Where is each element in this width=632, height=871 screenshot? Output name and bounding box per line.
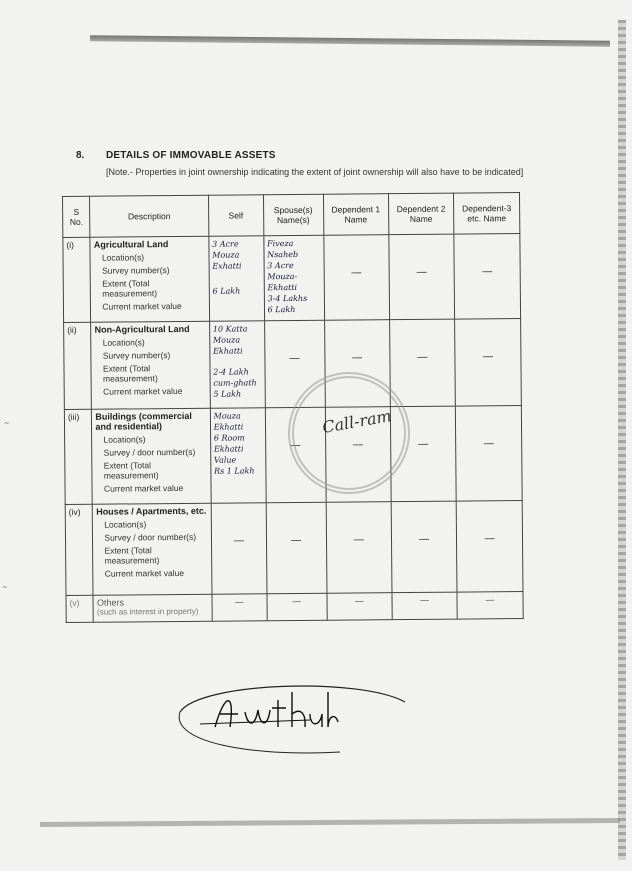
empty-dash: — [234, 596, 244, 607]
row-title: Houses / Apartments, etc. [96, 505, 207, 517]
dependent-3-entry [457, 591, 523, 619]
field-label: Current market value [102, 300, 182, 312]
header-dependent-2: Dependent 2 Name [388, 193, 454, 235]
empty-dash: — [484, 533, 495, 545]
official-seal-stamp [288, 372, 410, 494]
field-label: Extent (Total measurement) [102, 278, 158, 299]
field-label: (such as interest in property) [97, 606, 199, 617]
field-label: Survey / door number(s) [103, 446, 196, 458]
row-description [93, 503, 212, 595]
empty-dash: — [482, 351, 494, 363]
row-description [92, 408, 211, 504]
header-sno: S No. [63, 196, 91, 237]
spouse-entry [267, 593, 327, 621]
row-description [90, 236, 209, 322]
row-number: (iii) [64, 409, 92, 504]
field-label: Location(s) [104, 519, 147, 530]
row-number: (iv) [65, 504, 93, 595]
dependent-3-entry [456, 500, 523, 592]
scan-edge-right [618, 20, 626, 860]
spouse-entry [266, 502, 327, 594]
dependent-1-entry [327, 593, 393, 621]
row-title: Agricultural Land [93, 239, 169, 250]
field-label: Extent (Total measurement) [102, 363, 158, 384]
handwritten-line: Ekhatti [213, 346, 243, 356]
dependent-2-entry [392, 592, 458, 620]
table-row [64, 319, 522, 410]
field-label: Survey number(s) [102, 265, 170, 276]
table-row [65, 500, 523, 595]
scan-edge-top [90, 35, 610, 46]
self-entry [209, 321, 265, 408]
empty-dash: — [291, 534, 302, 547]
handwritten-line: Ekhatti [213, 422, 244, 432]
empty-dash: — [289, 352, 300, 365]
handwritten-line: 3 Acre [267, 260, 294, 271]
dependent-3-entry [455, 405, 522, 501]
handwritten-line: 10 Katta [212, 324, 248, 334]
table-row [66, 591, 523, 622]
handwritten-line: Fiveza [267, 238, 294, 249]
empty-dash: — [353, 534, 364, 546]
empty-dash: — [418, 533, 430, 545]
field-label: Location(s) [103, 434, 146, 445]
row-title: Others [96, 597, 125, 608]
handwritten-line: cum-ghath [213, 378, 257, 388]
field-label: Extent (Total measurement) [104, 545, 160, 566]
empty-dash: — [483, 438, 494, 450]
section-title: DETAILS OF IMMOVABLE ASSETS [106, 150, 276, 161]
empty-dash: — [290, 439, 301, 452]
row-number: (ii) [64, 322, 92, 409]
handwritten-line: 2-4 Lakh [213, 367, 249, 377]
header-dependent-1: Dependent 1 Name [323, 194, 389, 236]
section-number: 8. [76, 150, 85, 161]
margin-mark: ~ [2, 582, 8, 592]
handwritten-line: 6 Room [213, 433, 245, 443]
row-title: Non-Agricultural Land [94, 323, 190, 335]
dependent-2-entry [391, 501, 457, 593]
handwritten-line: Ekhatti [213, 444, 244, 454]
self-entry [210, 408, 266, 503]
handwritten-line: 6 Lakh [212, 286, 241, 296]
handwritten-line: 3-4 Lakhs [267, 293, 308, 304]
row-number: (i) [63, 237, 91, 322]
empty-dash: — [233, 535, 244, 547]
dependent-2-entry [389, 319, 455, 407]
handwritten-line: Mouza [213, 411, 241, 421]
row-description [93, 594, 212, 622]
row-title: Buildings (commercial and residential) [95, 410, 192, 432]
field-label: Location(s) [101, 252, 145, 263]
section-note: [Note.- Properties in joint ownership indicating the extent of joint ownership will also have to be indicated] [106, 167, 524, 177]
table-header-row [63, 193, 520, 238]
header-spouse: Spouse(s) Name(s) [263, 194, 323, 236]
handwritten-line: Mouza- [267, 271, 298, 282]
dependent-3-entry [455, 319, 522, 407]
field-label: Survey number(s) [102, 350, 171, 361]
empty-dash: — [352, 352, 363, 364]
empty-dash: — [485, 594, 495, 605]
handwritten-line: 6 Lakh [267, 304, 296, 315]
handwritten-line: Rs 1 Lakh [214, 466, 255, 476]
dependent-2-entry [389, 234, 455, 320]
header-dependent-3: Dependent-3 etc. Name [454, 193, 520, 235]
field-label: Current market value [103, 385, 183, 397]
empty-dash: — [352, 439, 363, 451]
self-entry [212, 594, 267, 621]
row-description [91, 321, 210, 409]
field-label: Current market value [103, 482, 184, 494]
empty-dash: — [292, 595, 301, 607]
stamp-signature: Call-ram [320, 406, 393, 437]
empty-dash: — [420, 594, 429, 605]
header-self: Self [208, 195, 263, 236]
handwritten-line: 5 Lakh [213, 389, 242, 399]
table-row [63, 234, 521, 323]
handwritten-line: Value [213, 455, 237, 465]
dependent-1-entry [323, 235, 389, 321]
margin-mark: ~ [4, 418, 10, 428]
handwritten-line: Mouza [212, 335, 241, 345]
self-entry [209, 236, 265, 321]
field-label: Location(s) [102, 337, 145, 348]
handwritten-line: Ekhatti [267, 282, 298, 293]
empty-dash: — [482, 266, 493, 278]
handwritten-line: Exhatti [212, 261, 242, 271]
row-number: (v) [66, 595, 94, 622]
field-label: Survey / door number(s) [104, 531, 197, 543]
handwritten-line: Nsaheb [267, 249, 299, 260]
handwritten-signature [160, 672, 420, 762]
empty-dash: — [417, 351, 428, 363]
field-label: Current market value [104, 567, 185, 579]
dependent-3-entry [454, 234, 521, 320]
dependent-1-entry [326, 502, 392, 594]
handwritten-line: 3 Acre [212, 239, 239, 249]
field-label: Extent (Total measurement) [103, 460, 159, 481]
empty-dash: — [416, 266, 427, 278]
empty-dash: — [354, 595, 364, 606]
scan-edge-bottom [40, 818, 620, 827]
empty-dash: — [351, 267, 362, 279]
handwritten-line: Mouza [212, 250, 240, 260]
spouse-entry [264, 235, 325, 321]
self-entry [211, 503, 267, 594]
empty-dash: — [418, 438, 429, 450]
header-description: Description [90, 195, 209, 237]
